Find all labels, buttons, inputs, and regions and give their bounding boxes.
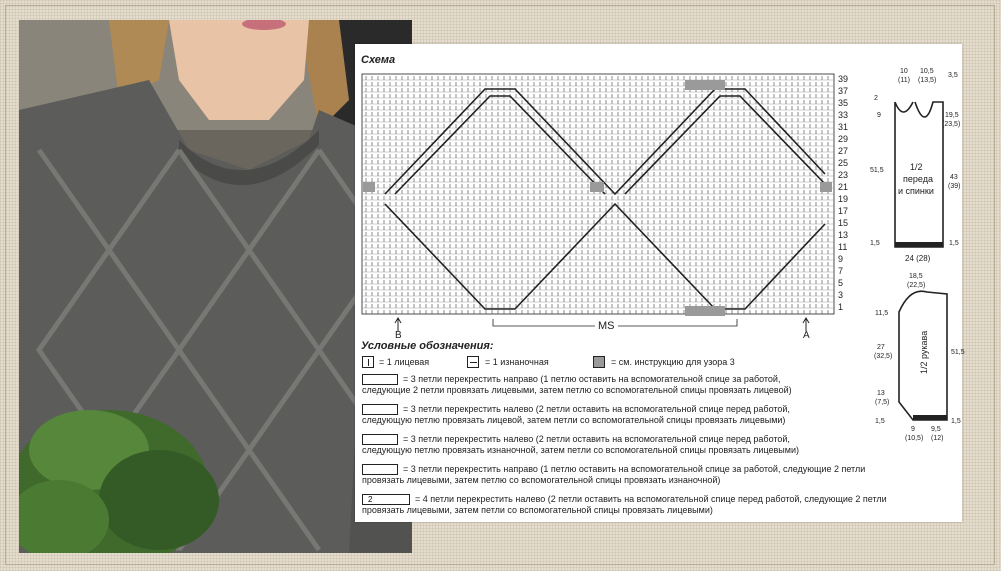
sleeve-left-13-alt: (7,5) <box>875 399 890 406</box>
body-left-2: 2 <box>874 95 878 102</box>
legend-item-3-line-1: = 3 петли перекрестить налево (2 петли оставить на вспомогательной спице перед работой, <box>403 434 790 444</box>
row-number: 19 <box>838 194 849 204</box>
sleeve-left-15: 1,5 <box>875 418 885 425</box>
body-top-left: 10 <box>900 68 908 75</box>
legend-title: Условные обозначения: <box>361 340 494 352</box>
body-right-43-alt: (39) <box>948 183 961 190</box>
cable-left-4-number: 2 <box>368 495 373 504</box>
sleeve-right-15: 1,5 <box>951 418 961 425</box>
sleeve-bottom-9: 9 <box>911 426 915 433</box>
cable-left-4-symbol <box>362 494 410 505</box>
body-top-mid: 10,5 <box>920 68 934 75</box>
body-left-9: 9 <box>877 112 881 119</box>
sleeve-label: 1/2 рукава <box>919 330 929 374</box>
row-number: 3 <box>838 290 844 300</box>
sleeve-bottom-95: 9,5 <box>931 426 941 433</box>
body-right-195: 19,5 <box>945 112 959 119</box>
body-label-2: переда <box>903 174 933 184</box>
cable-left-3-symbol <box>362 404 398 415</box>
legend-knit: = 1 лицевая <box>379 357 430 367</box>
row-number: 11 <box>838 242 848 252</box>
legend-item-2-line-2: следующую петлю провязать лицевой, затем петли со вспомогательной спицы провязать лицевыми) <box>362 415 786 425</box>
row-number: 7 <box>838 266 844 276</box>
sleeve-bottom-9-alt: (10,5) <box>905 435 924 442</box>
sleeve-left-115: 11,5 <box>875 310 889 317</box>
row-number: 27 <box>838 146 849 156</box>
row-number: 25 <box>838 158 849 168</box>
body-top-mid-alt: (13,5) <box>918 77 937 84</box>
row-number: 23 <box>838 170 849 180</box>
row-number: 39 <box>838 74 849 84</box>
legend-purl: = 1 изнаночная <box>485 357 549 367</box>
sleeve-bottom-95-alt: (12) <box>931 435 944 442</box>
body-right-43: 43 <box>950 174 958 181</box>
sweater-photo <box>19 20 412 553</box>
cable-left-purl-3-symbol <box>362 434 398 445</box>
row-number: 37 <box>838 86 849 96</box>
pattern-sheet <box>355 44 965 522</box>
body-bottom: 24 (28) <box>905 254 931 263</box>
legend-item-4-line-1: = 3 петли перекрестить направо (1 петлю оставить на вспомогательной спице за работой, следующие 2 петли <box>403 464 866 474</box>
row-number: 21 <box>838 182 849 192</box>
legend-item-3-line-2: следующую петлю провязать изнаночной, затем петли со вспомогательной спицы провязать лицевыми) <box>362 445 799 455</box>
legend-item-5-line-2: провязать лицевыми, затем петли со вспомогательной спицы провязать лицевыми) <box>362 505 713 515</box>
row-number: 13 <box>838 230 849 240</box>
cable-right-purl-3-symbol <box>362 464 398 475</box>
sleeve-right-515: 51,5 <box>951 349 965 356</box>
gray-symbol <box>593 356 605 368</box>
legend-item-2-line-1: = 3 петли перекрестить налево (2 петли оставить на вспомогательной спице перед работой, <box>403 404 790 414</box>
row-number: 31 <box>838 122 849 132</box>
row-number: 1 <box>838 302 844 312</box>
body-top-right: 3,5 <box>948 72 958 79</box>
legend-item-4-line-2: провязать лицевыми, затем петлю со вспомогательной спицы провязать изнаночной) <box>362 475 721 485</box>
body-left-15: 1,5 <box>870 240 880 247</box>
body-label-1: 1/2 <box>910 162 923 172</box>
purl-symbol <box>467 356 479 368</box>
legend-item-5-line-1: = 4 петли перекрестить налево (2 петли оставить на вспомогательной спице перед работой, следующие 2 петли <box>415 494 887 504</box>
knit-symbol <box>362 356 374 368</box>
chart-title: Схема <box>361 54 396 66</box>
row-number: 5 <box>838 278 844 288</box>
cable-right-3-symbol <box>362 374 398 385</box>
sleeve-top-alt: (22,5) <box>907 282 926 289</box>
repeat-label: MS <box>595 320 618 332</box>
marker-a: A <box>803 330 810 341</box>
row-number: 17 <box>838 206 849 216</box>
body-right-15: 1,5 <box>949 240 959 247</box>
sleeve-left-27-alt: (32,5) <box>874 353 893 360</box>
legend-gray: = см. инструкцию для узора 3 <box>611 357 735 367</box>
body-right-195-alt: (23,5) <box>942 121 961 128</box>
row-number: 9 <box>838 254 844 264</box>
row-number: 15 <box>838 218 849 228</box>
legend-item-1-line-1: = 3 петли перекрестить направо (1 петлю оставить на вспомогательной спице за работой, <box>403 374 781 384</box>
sleeve-left-27: 27 <box>877 344 885 351</box>
row-number: 29 <box>838 134 849 144</box>
body-left-515: 51,5 <box>870 167 884 174</box>
sleeve-top: 18,5 <box>909 273 923 280</box>
legend-item-1-line-2: следующие 2 петли провязать лицевыми, затем петлю со вспомогательной спицы провязать лицевой) <box>362 385 792 395</box>
marker-b: B <box>395 330 402 341</box>
row-number: 35 <box>838 98 849 108</box>
body-label-3: и спинки <box>898 186 934 196</box>
body-top-left-alt: (11) <box>898 77 910 84</box>
sleeve-left-13: 13 <box>877 390 885 397</box>
row-number: 33 <box>838 110 849 120</box>
